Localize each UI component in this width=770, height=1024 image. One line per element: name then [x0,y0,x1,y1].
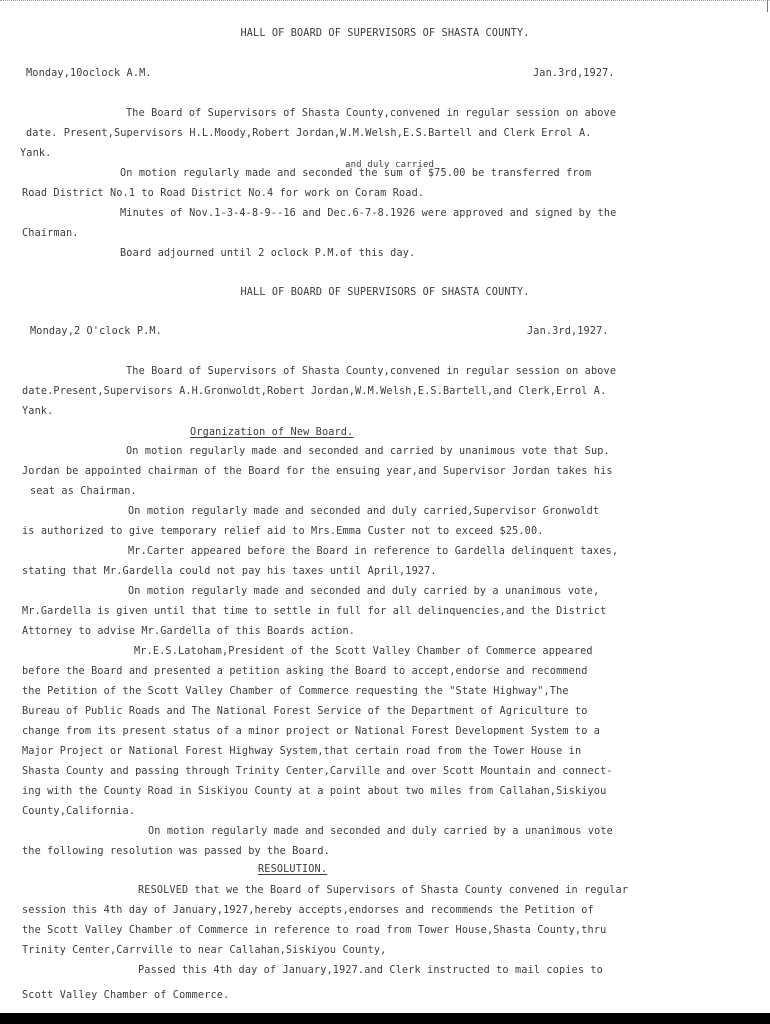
text-line: stating that Mr.Gardella could not pay his taxes until April,1927. [22,566,437,577]
text-line: On motion regularly made and seconded and duly carried,Supervisor Gronwoldt [128,506,600,517]
text-line: On motion regularly made and seconded and duly carried by a unanimous vote, [128,586,600,597]
text-line: the Petition of the Scott Valley Chamber of Commerce requesting the "State Highway",The [22,686,569,697]
text-line: Major Project or National Forest Highway System,that certain road from the Tower House in [22,746,582,757]
text-line: seat as Chairman. [30,486,137,497]
text-line: date. Present,Supervisors H.L.Moody,Robert Jordan,W.M.Welsh,E.S.Bartell and Clerk Errol A. [26,128,592,139]
text-line: change from its present status of a minor project or National Forest Development System to a [22,726,601,737]
session-date: Jan.3rd,1927. [533,68,615,79]
session-day-time: Monday,2 O'clock P.M. [30,326,162,337]
text-line: ing with the County Road in Siskiyou County at a point about two miles from Callahan,Siskiyou [22,786,607,797]
text-line: Mr.Carter appeared before the Board in reference to Gardella delinquent taxes, [128,546,619,557]
scan-bottom-edge [0,1013,770,1024]
adjournment-line: Board adjourned until 2 oclock P.M.of this day. [120,248,416,259]
text-line: date.Present,Supervisors A.H.Gronwoldt,Robert Jordan,W.M.Welsh,E.S.Bartell,and Clerk,Errol A. [22,386,607,397]
text-line: The Board of Supervisors of Shasta County,convened in regular session on above [126,108,617,119]
text-line: RESOLVED that we the Board of Supervisors of Shasta County convened in regular [138,885,629,896]
text-line: Passed this 4th day of January,1927.and Clerk instructed to mail copies to [138,965,603,976]
text-line: Jordan be appointed chairman of the Board for the ensuing year,and Supervisor Jordan takes his [22,466,613,477]
heading-hall-of-board: HALL OF BOARD OF SUPERVISORS OF SHASTA COUNTY. [240,287,530,298]
text-line: Mr.Gardella is given until that time to settle in full for all delinquencies,and the District [22,606,607,617]
text-line: On motion regularly made and seconded and duly carried by a unanimous vote [148,826,613,837]
session-date: Jan.3rd,1927. [527,326,609,337]
resolution-heading: RESOLUTION. [258,864,328,875]
text-line: On motion regularly made and seconded and carried by unanimous vote that Sup. [126,446,610,457]
interlinear-insertion: and duly carried [345,160,435,170]
heading-hall-of-board: HALL OF BOARD OF SUPERVISORS OF SHASTA COUNTY. [240,28,530,39]
text-line: Shasta County and passing through Trinity Center,Carville and over Scott Mountain and connect- [22,766,613,777]
text-line: Chairman. [22,228,79,239]
text-line: before the Board and presented a petition asking the Board to accept,endorse and recommend [22,666,588,677]
section-subheading: Organization of New Board. [190,427,354,438]
scan-top-specks [0,0,770,5]
scan-edge-mark [767,0,768,12]
text-line: session this 4th day of January,1927,hereby accepts,endorses and recommends the Petition of [22,905,594,916]
text-line: Mr.E.S.Latoham,President of the Scott Valley Chamber of Commerce appeared [134,646,593,657]
text-line: The Board of Supervisors of Shasta County,convened in regular session on above [126,366,617,377]
text-line: is authorized to give temporary relief aid to Mrs.Emma Custer not to exceed $25.00. [22,526,544,537]
text-line: County,California. [22,806,136,817]
session-day-time: Monday,10oclock A.M. [26,68,152,79]
text-line: Yank. [22,406,54,417]
text-line: Bureau of Public Roads and The National Forest Service of the Department of Agriculture to [22,706,588,717]
text-line: Yank. [20,148,52,159]
text-line: On motion regularly made and seconded the sum of $75.00 be transferred from [120,168,592,179]
text-line: the following resolution was passed by the Board. [22,846,330,857]
text-line: Road District No.1 to Road District No.4 for work on Coram Road. [22,188,425,199]
text-line: the Scott Valley Chamber of Commerce in reference to road from Tower House,Shasta County,thru [22,925,607,936]
text-line: Minutes of Nov.1-3-4-8-9--16 and Dec.6-7-8.1926 were approved and signed by the [120,208,617,219]
text-line: Attorney to advise Mr.Gardella of this Boards action. [22,626,356,637]
text-line: Trinity Center,Carrville to near Callahan,Siskiyou County, [22,945,387,956]
text-line: Scott Valley Chamber of Commerce. [22,990,230,1001]
